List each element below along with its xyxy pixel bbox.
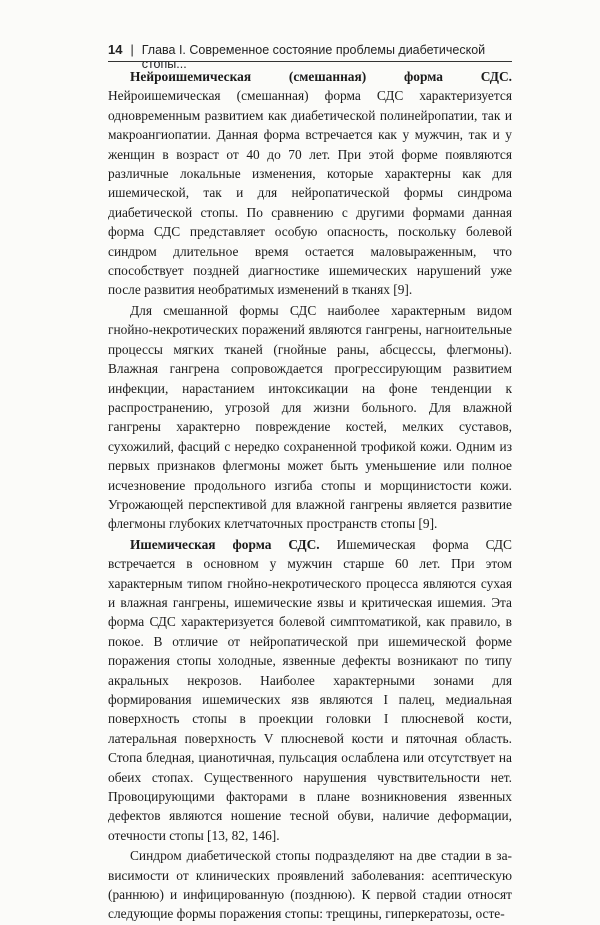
chapter-title: Глава I. Современное состояние проблемы диабетической стопы... <box>141 43 486 71</box>
paragraph-stages <box>108 846 512 924</box>
paragraph-gangrene <box>108 301 512 534</box>
paragraph-lead: Нейроишемическая (смешанная) форма СДС. <box>130 69 512 84</box>
paragraph-mixed-form <box>108 67 512 300</box>
paragraph-text: Ишемическая форма СДС встречается в основном у мужчин старше 60 лет. При этом характерным типом гнойно-некротического процесса являются сухая и влажная гангрены, ишемические язвы и критическая ишемия. Эта форма СДС характеризуется болевой симптоматикой, как правило, в покое. В отличие от нейропатической при ишемической форме поражения стопы холодные, язвенные дефекты возникают по типу акральных некрозов. Наиболее характерными зонами для формирования ишемических язв являются I палец, медиальная поверхность стопы в проекции головки I плюсневой кости, латеральная поверхность V плюсневой кости и пяточная область. Стопа бледная, цианотичная, пульсация ослаблена или отсутствует на обеих стопах. Существенного нарушения чувствительности нет. Провоцирующими факторами в плане возникновения язвенных дефектов являются ношение тесной обуви, наличие деформации, отечности стопы [13, 82, 146]. <box>108 536 512 843</box>
page-number: 14 <box>108 42 123 57</box>
header-separator: | <box>130 43 134 57</box>
paragraph-ischemic-form <box>108 535 512 846</box>
paragraph-text: Нейроишемическая (смешанная) форма СДС характеризуется одновременным развитием как диабетической полинейропатии, так и макроангиопатии. Данная форма встречается как у мужчин, так и у женщин в возраст от 40 до 70 лет. При этой форме появляются различные локальные изменения, которые характерны как для ишемической, так и для нейропатической формы синдрома диабетической стопы. По сравнению с другими формами данная форма СДС представляет особую опасность, поскольку болевой синдром длительное время остается маловыраженным, что способствует поздней диагностике ишемических нарушений уже после развития необратимых изменений в тканях [9]. <box>108 88 512 298</box>
header-rule <box>108 61 512 62</box>
paragraph-text: Для смешанной формы СДС наиболее характерным видом гнойно-некротических поражений являются гангрены, нагноительные процессы мягких тканей (гнойные раны, абсцессы, флегмоны). Влажная гангрена сопровождается прогрессирующим развитием инфекции, нарастанием интоксикации на фоне тенденции к распространению, угрозой для жизни больного. Для влажной гангрены характерно повреждение костей, мелких суставов, сухожилий, фасций с нередко сохраненной трофикой кожи. Одним из первых признаков флегмоны может быть уменьшение или полное исчезновение продольного изгиба стопы и морщинистости кожи. Угрожающей перспективой для влажной гангрены является развитие флегмоны глубоких клетчаточных пространств стопы [9]. <box>108 302 512 532</box>
paragraph-lead: Ишемическая форма СДС. <box>130 536 320 552</box>
body-text <box>108 67 512 925</box>
paragraph-text: Синдром диабетической стопы подразделяют на две стадии в зависимости от клинических проявлений заболевания: асептическую (раннюю) и инфицированную (позднюю). К первой стадии относят следующие формы поражения стопы: трещины, гиперкератозы, осте- <box>108 848 512 922</box>
